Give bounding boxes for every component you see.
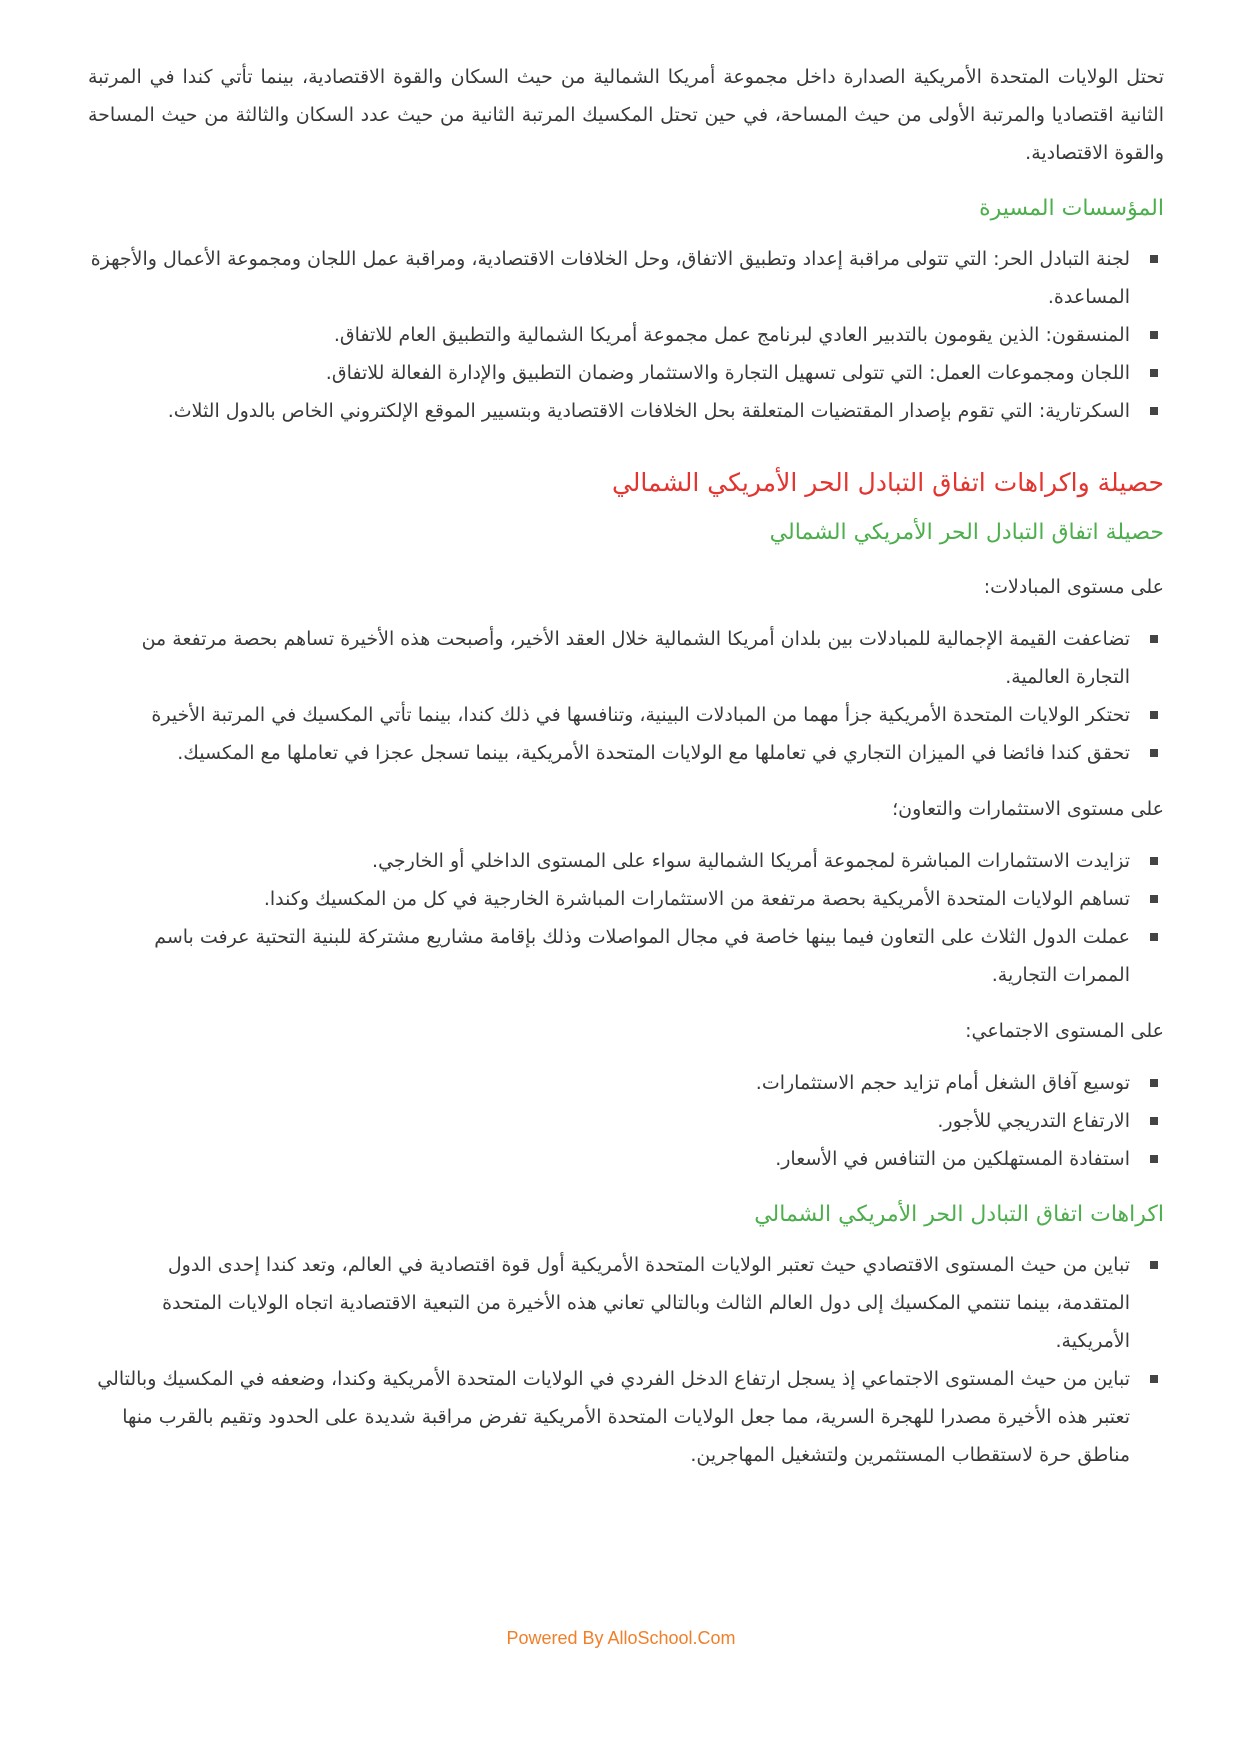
bullet-square-icon <box>1150 749 1158 757</box>
bullet-square-icon <box>1150 1261 1158 1269</box>
bullet-square-icon <box>1150 711 1158 719</box>
list-item-text: تحقق كندا فائضا في الميزان التجاري في تعاملها مع الولايات المتحدة الأمريكية، بينما تسجل عجزا في تعاملها مع المكسيك. <box>177 742 1130 764</box>
list-item <box>88 240 1164 316</box>
bullet-square-icon <box>1150 1375 1158 1383</box>
list-item-text: تباين من حيث المستوى الاجتماعي إذ يسجل ارتفاع الدخل الفردي في الولايات المتحدة الأمريكية وكندا، وضعفه في المكسيك وبالتالي تعتبر هذه الأخيرة مصدرا للهجرة السرية، مما جعل الولايات المتحدة الأمريكية تفرض مراقبة شديدة على الحدود وتقيم بالقرب منها مناطق حرة لاستقطاب المستثمرين ولتشغيل المهاجرين. <box>97 1368 1130 1466</box>
list-item <box>88 316 1164 354</box>
list-item-text: تساهم الولايات المتحدة الأمريكية بحصة مرتفعة من الاستثمارات المباشرة الخارجية في كل من المكسيك وكندا. <box>263 888 1130 910</box>
bullet-square-icon <box>1150 895 1158 903</box>
list-item <box>88 354 1164 392</box>
bullet-square-icon <box>1150 1079 1158 1087</box>
bullet-square-icon <box>1150 933 1158 941</box>
list-item-text: لجنة التبادل الحر: التي تتولى مراقبة إعداد وتطبيق الاتفاق، وحل الخلافات الاقتصادية، ومراقبة عمل اللجان ومجموعة الأعمال والأجهزة المساعدة. <box>90 248 1130 308</box>
social-label: على المستوى الاجتماعي: <box>965 1020 1164 1042</box>
trade-list <box>88 620 1164 772</box>
list-item <box>88 1102 1164 1140</box>
list-item-text: السكرتارية: التي تقوم بإصدار المقتضيات المتعلقة بحل الخلافات الاقتصادية وبتسيير الموقع الإلكتروني الخاص بالدول الثلاث. <box>167 400 1130 422</box>
results-heading: حصيلة اتفاق التبادل الحر الأمريكي الشمالي <box>769 520 1164 545</box>
list-item <box>88 696 1164 734</box>
list-item <box>88 1360 1164 1474</box>
list-item-text: المنسقون: الذين يقومون بالتدبير العادي لبرنامج عمل مجموعة أمريكا الشمالية والتطبيق العام للاتفاق. <box>333 324 1130 346</box>
list-item <box>88 880 1164 918</box>
list-item-text: تضاعفت القيمة الإجمالية للمبادلات بين بلدان أمريكا الشمالية خلال العقد الأخير، وأصبحت هذه الأخيرة تساهم بحصة مرتفعة من التجارة العالمية. <box>141 628 1130 688</box>
list-item-text: استفادة المستهلكين من التنافس في الأسعار. <box>775 1148 1130 1170</box>
list-item <box>88 1246 1164 1360</box>
bullet-square-icon <box>1150 369 1158 377</box>
list-item <box>88 620 1164 696</box>
bullet-square-icon <box>1150 1155 1158 1163</box>
institutions-list <box>88 240 1164 430</box>
investment-label: على مستوى الاستثمارات والتعاون؛ <box>892 798 1164 820</box>
investment-list <box>88 842 1164 994</box>
bullet-square-icon <box>1150 857 1158 865</box>
list-item <box>88 734 1164 772</box>
bullet-square-icon <box>1150 1117 1158 1125</box>
list-item <box>88 918 1164 994</box>
document-page <box>88 58 1164 1474</box>
list-item <box>88 1140 1164 1178</box>
list-item-text: تحتكر الولايات المتحدة الأمريكية جزأ مهما من المبادلات البينية، وتنافسها في ذلك كندا، بينما تأتي المكسيك في المرتبة الأخيرة <box>151 704 1130 726</box>
list-item-text: اللجان ومجموعات العمل: التي تتولى تسهيل التجارة والاستثمار وضمان التطبيق والإدارة الفعالة للاتفاق. <box>325 362 1130 384</box>
constraints-list <box>88 1246 1164 1474</box>
list-item-text: تباين من حيث المستوى الاقتصادي حيث تعتبر الولايات المتحدة الأمريكية أول قوة اقتصادية في العالم، وتعد كندا إحدى الدول المتقدمة، بينما تنتمي المكسيك إلى دول العالم الثالث وبالتالي تعاني هذه الأخيرة من التبعية الاقتصادية اتجاه الولايات المتحدة الأمريكية. <box>162 1254 1130 1352</box>
bullet-square-icon <box>1150 407 1158 415</box>
footer-powered-by[interactable]: Powered By AlloSchool.Com <box>506 1628 736 1648</box>
bullet-square-icon <box>1150 331 1158 339</box>
bullet-square-icon <box>1150 255 1158 263</box>
list-item-text: عملت الدول الثلاث على التعاون فيما بينها خاصة في مجال المواصلات وذلك بإقامة مشاريع مشتركة للبنية التحتية عرفت باسم الممرات التجارية. <box>154 926 1130 986</box>
list-item-text: الارتفاع التدريجي للأجور. <box>937 1110 1130 1132</box>
trade-label: على مستوى المبادلات: <box>983 576 1164 598</box>
intro-paragraph: تحتل الولايات المتحدة الأمريكية الصدارة داخل مجموعة أمريكا الشمالية من حيث السكان والقوة الاقتصادية، بينما تأتي كندا في المرتبة الثانية اقتصاديا والمرتبة الأولى من حيث المساحة، في حين تحتل المكسيك المرتبة الثانية من حيث عدد السكان والثالثة من حيث المساحة والقوة الاقتصادية. <box>88 66 1164 164</box>
bullet-square-icon <box>1150 635 1158 643</box>
social-list <box>88 1064 1164 1178</box>
list-item-text: توسيع آفاق الشغل أمام تزايد حجم الاستثمارات. <box>755 1072 1130 1094</box>
constraints-heading: اكراهات اتفاق التبادل الحر الأمريكي الشمالي <box>754 1202 1164 1227</box>
main-heading: حصيلة واكراهات اتفاق التبادل الحر الأمريكي الشمالي <box>611 468 1164 497</box>
list-item <box>88 392 1164 430</box>
list-item <box>88 1064 1164 1102</box>
institutions-heading: المؤسسات المسيرة <box>979 196 1164 221</box>
list-item-text: تزايدت الاستثمارات المباشرة لمجموعة أمريكا الشمالية سواء على المستوى الداخلي أو الخارجي. <box>372 850 1130 872</box>
list-item <box>88 842 1164 880</box>
